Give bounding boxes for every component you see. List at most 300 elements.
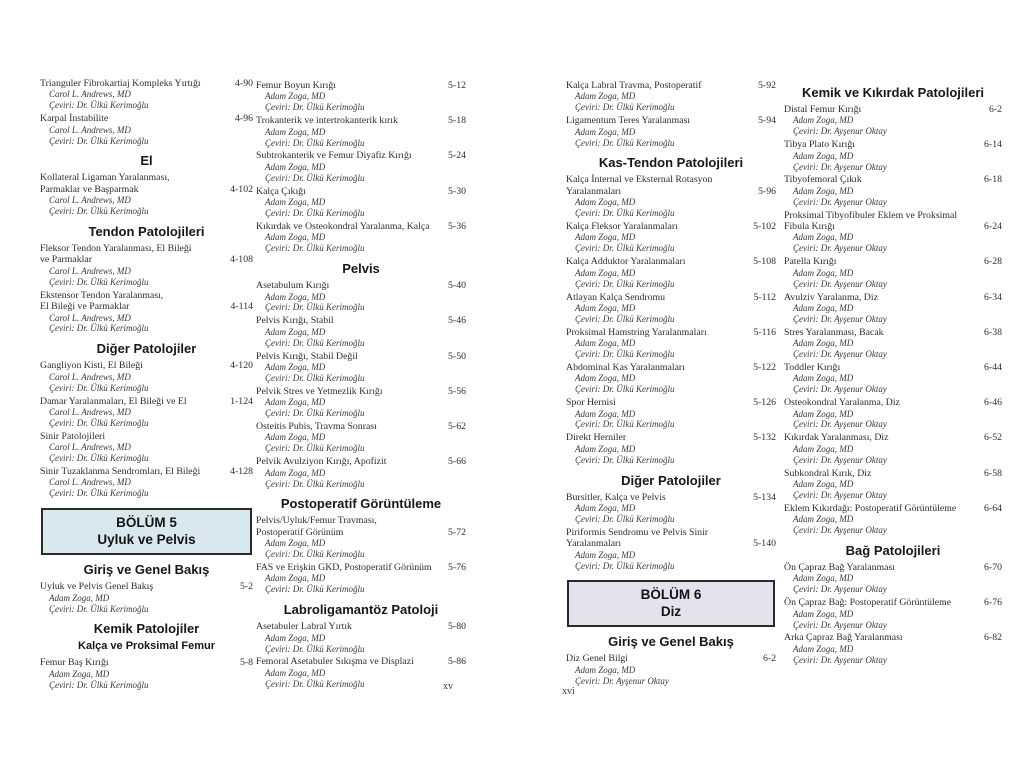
toc-entry-title: Kollateral Ligaman Yaralanması,: [40, 172, 170, 184]
toc-entry-title-line: [40, 581, 253, 592]
toc-entry-page-number: 6-64: [984, 502, 1002, 514]
page-number-left: xv: [443, 681, 453, 692]
toc-entry-translator: Çeviri: Dr. Ülkü Kerimoğlu: [265, 207, 365, 218]
toc-entry: [40, 172, 253, 217]
toc-entry-title: Patella Kırığı: [784, 256, 837, 268]
toc-entry-title-line: [40, 254, 253, 265]
toc-entry-translator: Çeviri: Dr. Ülkü Kerimoğlu: [265, 243, 365, 254]
toc-entry-page-number: 5-12: [448, 80, 466, 91]
toc-entry: [256, 186, 466, 219]
toc-entry: [784, 432, 1002, 465]
toc-entry: [40, 78, 253, 111]
toc-entry-page-number: 5-56: [448, 385, 466, 397]
toc-entry-title-line: [40, 172, 253, 183]
toc-entry-title-line: [256, 115, 466, 126]
toc-entry-page-number: 4-102: [230, 183, 253, 195]
toc-entry-title: El Bileği ve Parmaklar: [40, 301, 130, 313]
toc-entry: [566, 327, 776, 360]
toc-entry-title-line: [566, 292, 776, 303]
toc-entry-title: Tibya Plato Kırığı: [784, 139, 855, 151]
toc-entry-page-number: 5-24: [448, 150, 466, 162]
toc-entry-page-number: 5-66: [448, 456, 466, 468]
toc-entry-title: Kalça Fleksor Yaralanmaları: [566, 221, 678, 233]
toc-entry-author: Adam Zoga, MD: [793, 302, 854, 313]
toc-entry-title: Osteitis Pubis, Travma Sonrası: [256, 420, 377, 432]
toc-entry-translator: Çeviri: Dr. Ülkü Kerimoğlu: [575, 349, 675, 360]
toc-entry-title-line: [784, 104, 1002, 115]
toc-entry-author: Adam Zoga, MD: [265, 126, 326, 137]
toc-entry-translator: Çeviri: Dr. Ayşenur Oktay: [793, 384, 887, 395]
toc-entry-translator: Çeviri: Dr. Ülkü Kerimoğlu: [49, 323, 149, 334]
toc-entry-translator: Çeviri: Dr. Ayşenur Oktay: [793, 313, 887, 324]
chapter-title-box: [41, 508, 252, 555]
toc-entry-author: Adam Zoga, MD: [49, 668, 110, 679]
toc-entry: [566, 221, 776, 254]
toc-entry: [566, 653, 776, 686]
toc-entry: [256, 351, 466, 384]
toc-entry-author: Carol L. Andrews, MD: [49, 442, 131, 453]
toc-entry: [256, 456, 466, 489]
toc-entry-translator: Çeviri: Dr. Ülkü Kerimoğlu: [575, 560, 675, 571]
toc-entry: [40, 113, 253, 146]
toc-entry-author: Carol L. Andrews, MD: [49, 265, 131, 276]
chapter-title-box: [567, 580, 775, 627]
toc-section-heading: Labroligamantöz Patoloji: [283, 602, 439, 618]
toc-section-heading: Diğer Patolojiler: [621, 472, 721, 488]
toc-entry-title-line: [40, 301, 253, 312]
toc-entry-page-number: 5-46: [448, 315, 466, 327]
toc-entry-title: Spor Hernisi: [566, 397, 616, 409]
toc-entry-title: Toddler Kırığı: [784, 361, 841, 373]
toc-entry: [566, 80, 776, 113]
toc-entry-author: Adam Zoga, MD: [265, 91, 326, 102]
toc-entry-page-number: 6-44: [984, 361, 1002, 373]
toc-entry-translator: Çeviri: Dr. Ülkü Kerimoğlu: [265, 172, 365, 183]
toc-entry-title-line: [566, 397, 776, 408]
toc-entry-author: Adam Zoga, MD: [265, 326, 326, 337]
toc-entry-translator: Çeviri: Dr. Ayşenur Oktay: [793, 525, 887, 536]
toc-entry: [784, 468, 1002, 501]
toc-entry-author: Adam Zoga, MD: [793, 608, 854, 619]
toc-section-heading: El: [140, 153, 153, 169]
toc-entry-author: Carol L. Andrews, MD: [49, 406, 131, 417]
toc-entry-author: Carol L. Andrews, MD: [49, 477, 131, 488]
toc-entry-translator: Çeviri: Dr. Ülkü Kerimoğlu: [49, 488, 149, 499]
toc-entry: [566, 292, 776, 325]
toc-entry-title-line: [566, 492, 776, 503]
toc-entry-title-line: [256, 351, 466, 362]
toc-entry-page-number: 5-92: [758, 80, 776, 91]
toc-entry-translator: Çeviri: Dr. Ülkü Kerimoğlu: [49, 679, 149, 690]
toc-entry-translator: Çeviri: Dr. Ülkü Kerimoğlu: [265, 337, 365, 348]
toc-entry-page-number: 1-124: [230, 395, 253, 407]
toc-entry-page-number: 6-82: [984, 632, 1002, 644]
toc-entry: [566, 362, 776, 395]
toc-entry-title-line: [566, 527, 776, 538]
toc-section-heading: Kemik Patolojiler: [93, 621, 200, 637]
toc-entry-translator: Çeviri: Dr. Ülkü Kerimoğlu: [265, 408, 365, 419]
toc-entry-page-number: 4-108: [230, 254, 253, 266]
toc-entry-translator: Çeviri: Dr. Ülkü Kerimoğlu: [575, 454, 675, 465]
toc-entry-translator: Çeviri: Dr. Ayşenur Oktay: [793, 454, 887, 465]
toc-entry-title-line: [256, 456, 466, 467]
toc-entry-title: Pelvik Stres ve Yetmezlik Kırığı: [256, 385, 383, 397]
toc-entry-title: Kalça Çıkığı: [256, 185, 306, 197]
toc-entry-page-number: 6-76: [984, 597, 1002, 609]
toc-entry-title-line: [566, 174, 776, 185]
toc-entry-title: Subkondral Kırık, Diz: [784, 467, 872, 479]
toc-entry: [566, 174, 776, 219]
toc-entry-title: Osteokondral Yaralanma, Diz: [784, 397, 900, 409]
toc-entry-author: Adam Zoga, MD: [575, 197, 636, 208]
chapter-title-line: Diz: [660, 604, 682, 620]
toc-entry-translator: Çeviri: Dr. Ayşenur Oktay: [793, 243, 887, 254]
toc-entry-translator: Çeviri: Dr. Ülkü Kerimoğlu: [265, 102, 365, 113]
toc-entry-author: Adam Zoga, MD: [575, 443, 636, 454]
toc-entry-title: Gangliyon Kisti, El Bileği: [40, 360, 143, 372]
toc-section-heading: Pelvis: [342, 261, 380, 277]
toc-entry: [256, 315, 466, 348]
toc-entry-title-line: [40, 290, 253, 301]
toc-entry-title: Yaralanmaları: [566, 185, 622, 197]
toc-entry-title-line: [256, 315, 466, 326]
toc-entry-author: Adam Zoga, MD: [265, 197, 326, 208]
toc-entry: [784, 139, 1002, 172]
toc-entry-page-number: 5-126: [753, 397, 776, 409]
toc-entry-title-line: [256, 386, 466, 397]
toc-entry-author: Adam Zoga, MD: [793, 232, 854, 243]
toc-entry-author: Adam Zoga, MD: [575, 267, 636, 278]
toc-entry-title: Distal Femur Kırığı: [784, 104, 862, 115]
toc-entry-title-line: [566, 538, 776, 549]
toc-entry: [40, 466, 253, 499]
toc-entry-title-line: [566, 327, 776, 338]
toc-entry-page-number: 6-34: [984, 291, 1002, 303]
toc-entry-title: Trokanterik ve intertrokanterik kırık: [256, 115, 398, 127]
toc-entry-author: Adam Zoga, MD: [793, 514, 854, 525]
toc-entry-title: Kıkırdak Yaralanması, Diz: [784, 432, 889, 444]
toc-entry-title-line: [256, 621, 466, 632]
toc-entry-translator: Çeviri: Dr. Ülkü Kerimoğlu: [49, 206, 149, 217]
toc-entry-translator: Çeviri: Dr. Ülkü Kerimoğlu: [575, 419, 675, 430]
toc-entry-title: Tibyofemoral Çıkık: [784, 174, 862, 186]
toc-entry-author: Adam Zoga, MD: [793, 150, 854, 161]
toc-entry-translator: Çeviri: Dr. Ayşenur Oktay: [575, 675, 669, 686]
toc-entry-author: Adam Zoga, MD: [575, 549, 636, 560]
toc-section-subheading: Kalça ve Proksimal Femur: [78, 640, 215, 653]
toc-entry: [784, 174, 1002, 207]
toc-entry-title: Femur Boyun Kırığı: [256, 80, 337, 91]
toc-entry-translator: Çeviri: Dr. Ayşenur Oktay: [793, 196, 887, 207]
toc-entry-title: Sinir Patolojileri: [40, 430, 106, 442]
toc-entry-author: Adam Zoga, MD: [793, 573, 854, 584]
toc-entry-title: ve Parmaklar: [40, 254, 92, 266]
toc-entry-title-line: [40, 184, 253, 195]
toc-entry-page-number: 6-14: [984, 139, 1002, 151]
toc-entry-title-line: [784, 221, 1002, 232]
toc-entry-page-number: 6-18: [984, 174, 1002, 186]
toc-entry-page-number: 6-2: [762, 653, 776, 665]
toc-entry-page-number: 6-46: [984, 397, 1002, 409]
toc-entry-translator: Çeviri: Dr. Ülkü Kerimoğlu: [265, 443, 365, 454]
toc-entry-title-line: [784, 397, 1002, 408]
toc-entry-page-number: 5-116: [753, 326, 776, 338]
toc-entry-page-number: 4-128: [230, 465, 253, 477]
toc-entry-translator: Çeviri: Dr. Ayşenur Oktay: [793, 278, 887, 289]
toc-entry-author: Adam Zoga, MD: [793, 338, 854, 349]
toc-entry-title: Fibula Kırığı: [784, 221, 835, 233]
toc-entry-translator: Çeviri: Dr. Ayşenur Oktay: [793, 654, 887, 665]
toc-entry-title: Direkt Herniler: [566, 432, 627, 444]
toc-entry-translator: Çeviri: Dr. Ayşenur Oktay: [793, 126, 887, 137]
toc-entry-author: Adam Zoga, MD: [793, 373, 854, 384]
toc-entry-title: Ligamentum Teres Yaralanması: [566, 115, 691, 127]
toc-entry-author: Adam Zoga, MD: [575, 91, 636, 102]
toc-entry: [566, 397, 776, 430]
toc-entry: [784, 256, 1002, 289]
toc-entry-title: Bursitler, Kalça ve Pelvis: [566, 491, 666, 503]
toc-column-4: [784, 78, 1002, 668]
toc-entry-page-number: 5-30: [448, 185, 466, 197]
toc-entry-title: Yaralanmaları: [566, 538, 622, 550]
toc-entry-title-line: [40, 431, 253, 442]
toc-entry-title: Stres Yaralanması, Bacak: [784, 326, 884, 338]
toc-entry-author: Adam Zoga, MD: [575, 126, 636, 137]
toc-entry-page-number: 5-108: [753, 256, 776, 268]
toc-entry-page-number: 4-90: [235, 78, 253, 89]
toc-entry-translator: Çeviri: Dr. Ülkü Kerimoğlu: [49, 276, 149, 287]
toc-entry-title-line: [784, 174, 1002, 185]
toc-entry-page-number: 5-112: [753, 291, 776, 303]
chapter-title-line: Uyluk ve Pelvis: [97, 532, 196, 548]
toc-entry: [40, 360, 253, 393]
toc-entry-title: Parmaklar ve Başparmak: [40, 183, 139, 195]
toc-entry-title-line: [784, 597, 1002, 608]
toc-section-heading: Bağ Patolojileri: [845, 543, 941, 559]
toc-entry-author: Adam Zoga, MD: [265, 538, 326, 549]
toc-entry-title: Proksimal Hamstring Yaralanmaları: [566, 326, 707, 338]
toc-entry-translator: Çeviri: Dr. Ülkü Kerimoğlu: [265, 584, 365, 595]
toc-entry-title: Pelvis Kırığı, Stabil: [256, 315, 334, 327]
toc-section-heading: Kas-Tendon Patolojileri: [598, 155, 744, 171]
toc-entry-translator: Çeviri: Dr. Ülkü Kerimoğlu: [49, 135, 149, 146]
toc-entry-title: Subtrokanterik ve Femur Diyafiz Kırığı: [256, 150, 412, 162]
toc-entry-title: Asetabuler Labral Yırtık: [256, 621, 352, 633]
toc-entry-title-line: [256, 421, 466, 432]
toc-entry: [784, 362, 1002, 395]
toc-section-heading: Tendon Patolojileri: [88, 224, 205, 240]
toc-entry-translator: Çeviri: Dr. Ayşenur Oktay: [793, 419, 887, 430]
toc-entry-page-number: 5-50: [448, 350, 466, 362]
toc-entry-page-number: 4-114: [230, 301, 253, 313]
toc-entry-page-number: 5-86: [448, 656, 466, 668]
toc-entry-title: Sinir Tuzaklanma Sendromları, El Bileği: [40, 465, 201, 477]
toc-entry-author: Adam Zoga, MD: [49, 592, 110, 603]
toc-entry-title-line: [566, 80, 776, 91]
toc-entry-title-line: [566, 362, 776, 373]
toc-entry: [256, 421, 466, 454]
toc-entry-title: Diz Genel Bilgi: [566, 653, 629, 665]
toc-entry: [256, 656, 466, 689]
page-number-right: xvi: [562, 686, 575, 697]
toc-entry-title: Ön Çapraz Bağ: Postoperatif Görüntüleme: [784, 597, 952, 609]
toc-entry-title-line: [784, 327, 1002, 338]
toc-entry-title-line: [40, 78, 253, 89]
toc-entry-title-line: [40, 243, 253, 254]
toc-entry-title-line: [40, 466, 253, 477]
toc-entry-author: Adam Zoga, MD: [793, 479, 854, 489]
toc-entry: [40, 581, 253, 614]
toc-entry: [256, 80, 466, 113]
toc-entry: [784, 503, 1002, 536]
toc-entry-author: Adam Zoga, MD: [793, 267, 854, 278]
toc-entry-author: Adam Zoga, MD: [265, 397, 326, 408]
toc-entry: [566, 256, 776, 289]
toc-entry-translator: Çeviri: Dr. Ülkü Kerimoğlu: [49, 603, 149, 614]
toc-entry-title-line: [566, 256, 776, 267]
toc-entry-title: Atlayan Kalça Sendromu: [566, 291, 666, 303]
toc-entry: [566, 527, 776, 572]
toc-entry-author: Adam Zoga, MD: [265, 161, 326, 172]
toc-entry-translator: Çeviri: Dr. Ayşenur Oktay: [793, 161, 887, 172]
toc-entry-title-line: [40, 396, 253, 407]
toc-entry-author: Adam Zoga, MD: [265, 432, 326, 443]
toc-column-3: [566, 80, 776, 689]
toc-entry: [784, 632, 1002, 665]
toc-entry-page-number: 6-58: [984, 467, 1002, 479]
toc-entry-page-number: 5-102: [753, 221, 776, 233]
toc-entry-translator: Çeviri: Dr. Ülkü Kerimoğlu: [575, 278, 675, 289]
toc-entry-author: Adam Zoga, MD: [575, 338, 636, 349]
toc-entry-translator: Çeviri: Dr. Ülkü Kerimoğlu: [49, 453, 149, 464]
toc-entry-title: Pelvik Avulziyon Kırığı, Apofizit: [256, 456, 387, 468]
chapter-title-line: BÖLÜM 6: [640, 587, 702, 603]
toc-entry: [40, 243, 253, 288]
toc-entry-author: Adam Zoga, MD: [575, 408, 636, 419]
toc-entry-title-line: [784, 503, 1002, 514]
toc-entry: [566, 115, 776, 148]
toc-entry-translator: Çeviri: Dr. Ülkü Kerimoğlu: [265, 372, 365, 383]
toc-entry-title-line: [566, 221, 776, 232]
toc-entry-author: Carol L. Andrews, MD: [49, 312, 131, 323]
toc-entry-title-line: [256, 280, 466, 291]
toc-entry-title: Postoperatif Görünüm: [256, 526, 344, 538]
toc-entry-title: Femoral Asetabuler Sıkışma ve Displazi: [256, 656, 414, 668]
toc-entry-author: Adam Zoga, MD: [793, 408, 854, 419]
toc-entry-page-number: 5-134: [753, 491, 776, 503]
toc-entry-author: Adam Zoga, MD: [575, 503, 636, 513]
toc-entry-page-number: 4-120: [230, 360, 253, 372]
toc-entry-author: Carol L. Andrews, MD: [49, 371, 131, 382]
toc-entry-translator: Çeviri: Dr. Ülkü Kerimoğlu: [265, 137, 365, 148]
toc-entry-page-number: 5-72: [448, 526, 466, 538]
toc-entry-translator: Çeviri: Dr. Ülkü Kerimoğlu: [575, 208, 675, 219]
toc-entry-title-line: [256, 186, 466, 197]
toc-entry-title-line: [256, 515, 466, 526]
toc-entry-title: Ekstensor Tendon Yaralanması,: [40, 289, 164, 301]
toc-entry: [784, 397, 1002, 430]
toc-entry-author: Adam Zoga, MD: [793, 185, 854, 196]
toc-entry-title: Eklem Kıkırdağı: Postoperatif Görüntüleme: [784, 502, 957, 514]
toc-section-heading: Diğer Patolojiler: [96, 341, 197, 357]
toc-entry-title-line: [40, 657, 253, 668]
toc-entry-title-line: [784, 632, 1002, 643]
toc-section-heading: Postoperatif Görüntüleme: [280, 496, 442, 512]
toc-entry-title: Trianguler Fibrokartiaj Kompleks Yırtığı: [40, 78, 201, 89]
toc-entry: [256, 386, 466, 419]
toc-entry-title: Avulziv Yaralanma, Diz: [784, 291, 878, 303]
chapter-title-line: BÖLÜM 5: [116, 515, 177, 531]
toc-entry-title-line: [256, 221, 466, 232]
toc-entry-title: Uyluk ve Pelvis Genel Bakış: [40, 581, 154, 593]
toc-entry-title-line: [566, 653, 776, 664]
toc-entry-page-number: 6-52: [984, 432, 1002, 444]
toc-entry-translator: Çeviri: Dr. Ülkü Kerimoğlu: [265, 549, 365, 560]
toc-column-2: [256, 80, 466, 692]
toc-entry-title: Piriformis Sendromu ve Pelvis Sinir: [566, 526, 709, 538]
toc-entry-title: Damar Yaralanmaları, El Bileği ve El: [40, 395, 187, 407]
toc-entry-page-number: 4-96: [235, 113, 253, 125]
toc-entry-title-line: [784, 139, 1002, 150]
toc-entry: [784, 292, 1002, 325]
toc-entry-author: Adam Zoga, MD: [265, 361, 326, 372]
toc-entry: [256, 280, 466, 313]
toc-entry-title: Asetabulum Kırığı: [256, 280, 330, 292]
toc-entry-title-line: [256, 527, 466, 538]
toc-entry-translator: Çeviri: Dr. Ülkü Kerimoğlu: [575, 313, 675, 324]
toc-entry-author: Adam Zoga, MD: [793, 115, 854, 126]
toc-section-heading: Giriş ve Genel Bakış: [608, 634, 734, 650]
toc-entry-title-line: [40, 360, 253, 371]
toc-entry-author: Carol L. Andrews, MD: [49, 124, 131, 135]
toc-entry-author: Adam Zoga, MD: [575, 664, 636, 675]
toc-entry-title-line: [784, 362, 1002, 373]
toc-entry-title-line: [784, 292, 1002, 303]
toc-entry-title: Arka Çapraz Bağ Yaralanması: [784, 632, 903, 644]
toc-entry-title-line: [40, 113, 253, 124]
toc-entry-author: Adam Zoga, MD: [265, 667, 326, 678]
toc-entry-page-number: 5-122: [753, 361, 776, 373]
toc-entry: [40, 657, 253, 690]
toc-entry-translator: Çeviri: Dr. Ülkü Kerimoğlu: [575, 513, 675, 524]
toc-entry-title-line: [784, 468, 1002, 479]
toc-entry-title-line: [784, 432, 1002, 443]
toc-entry-translator: Çeviri: Dr. Ülkü Kerimoğlu: [575, 137, 675, 148]
toc-entry-translator: Çeviri: Dr. Ayşenur Oktay: [793, 489, 887, 500]
toc-entry: [40, 396, 253, 429]
toc-entry-title: Karpal İnstabilite: [40, 113, 109, 125]
toc-entry-title-line: [256, 562, 466, 573]
toc-section-heading: Giriş ve Genel Bakış: [83, 562, 210, 578]
toc-entry-author: Adam Zoga, MD: [265, 232, 326, 243]
toc-entry-title-line: [256, 80, 466, 91]
toc-entry-title-line: [784, 562, 1002, 573]
toc-entry: [256, 621, 466, 654]
toc-entry-page-number: 5-18: [448, 115, 466, 127]
toc-entry: [784, 210, 1002, 255]
toc-entry: [40, 431, 253, 464]
toc-entry-translator: Çeviri: Dr. Ülkü Kerimoğlu: [265, 643, 365, 654]
toc-entry-page-number: 6-28: [984, 256, 1002, 268]
toc-entry-page-number: 5-96: [758, 185, 776, 197]
toc-entry: [784, 104, 1002, 137]
toc-entry-title: Kalça İnternal ve Eksternal Rotasyon: [566, 174, 713, 186]
toc-entry: [784, 562, 1002, 595]
toc-entry: [256, 115, 466, 148]
toc-entry-author: Adam Zoga, MD: [793, 643, 854, 654]
toc-entry-translator: Çeviri: Dr. Ülkü Kerimoğlu: [49, 100, 149, 111]
toc-entry-title-line: [566, 115, 776, 126]
